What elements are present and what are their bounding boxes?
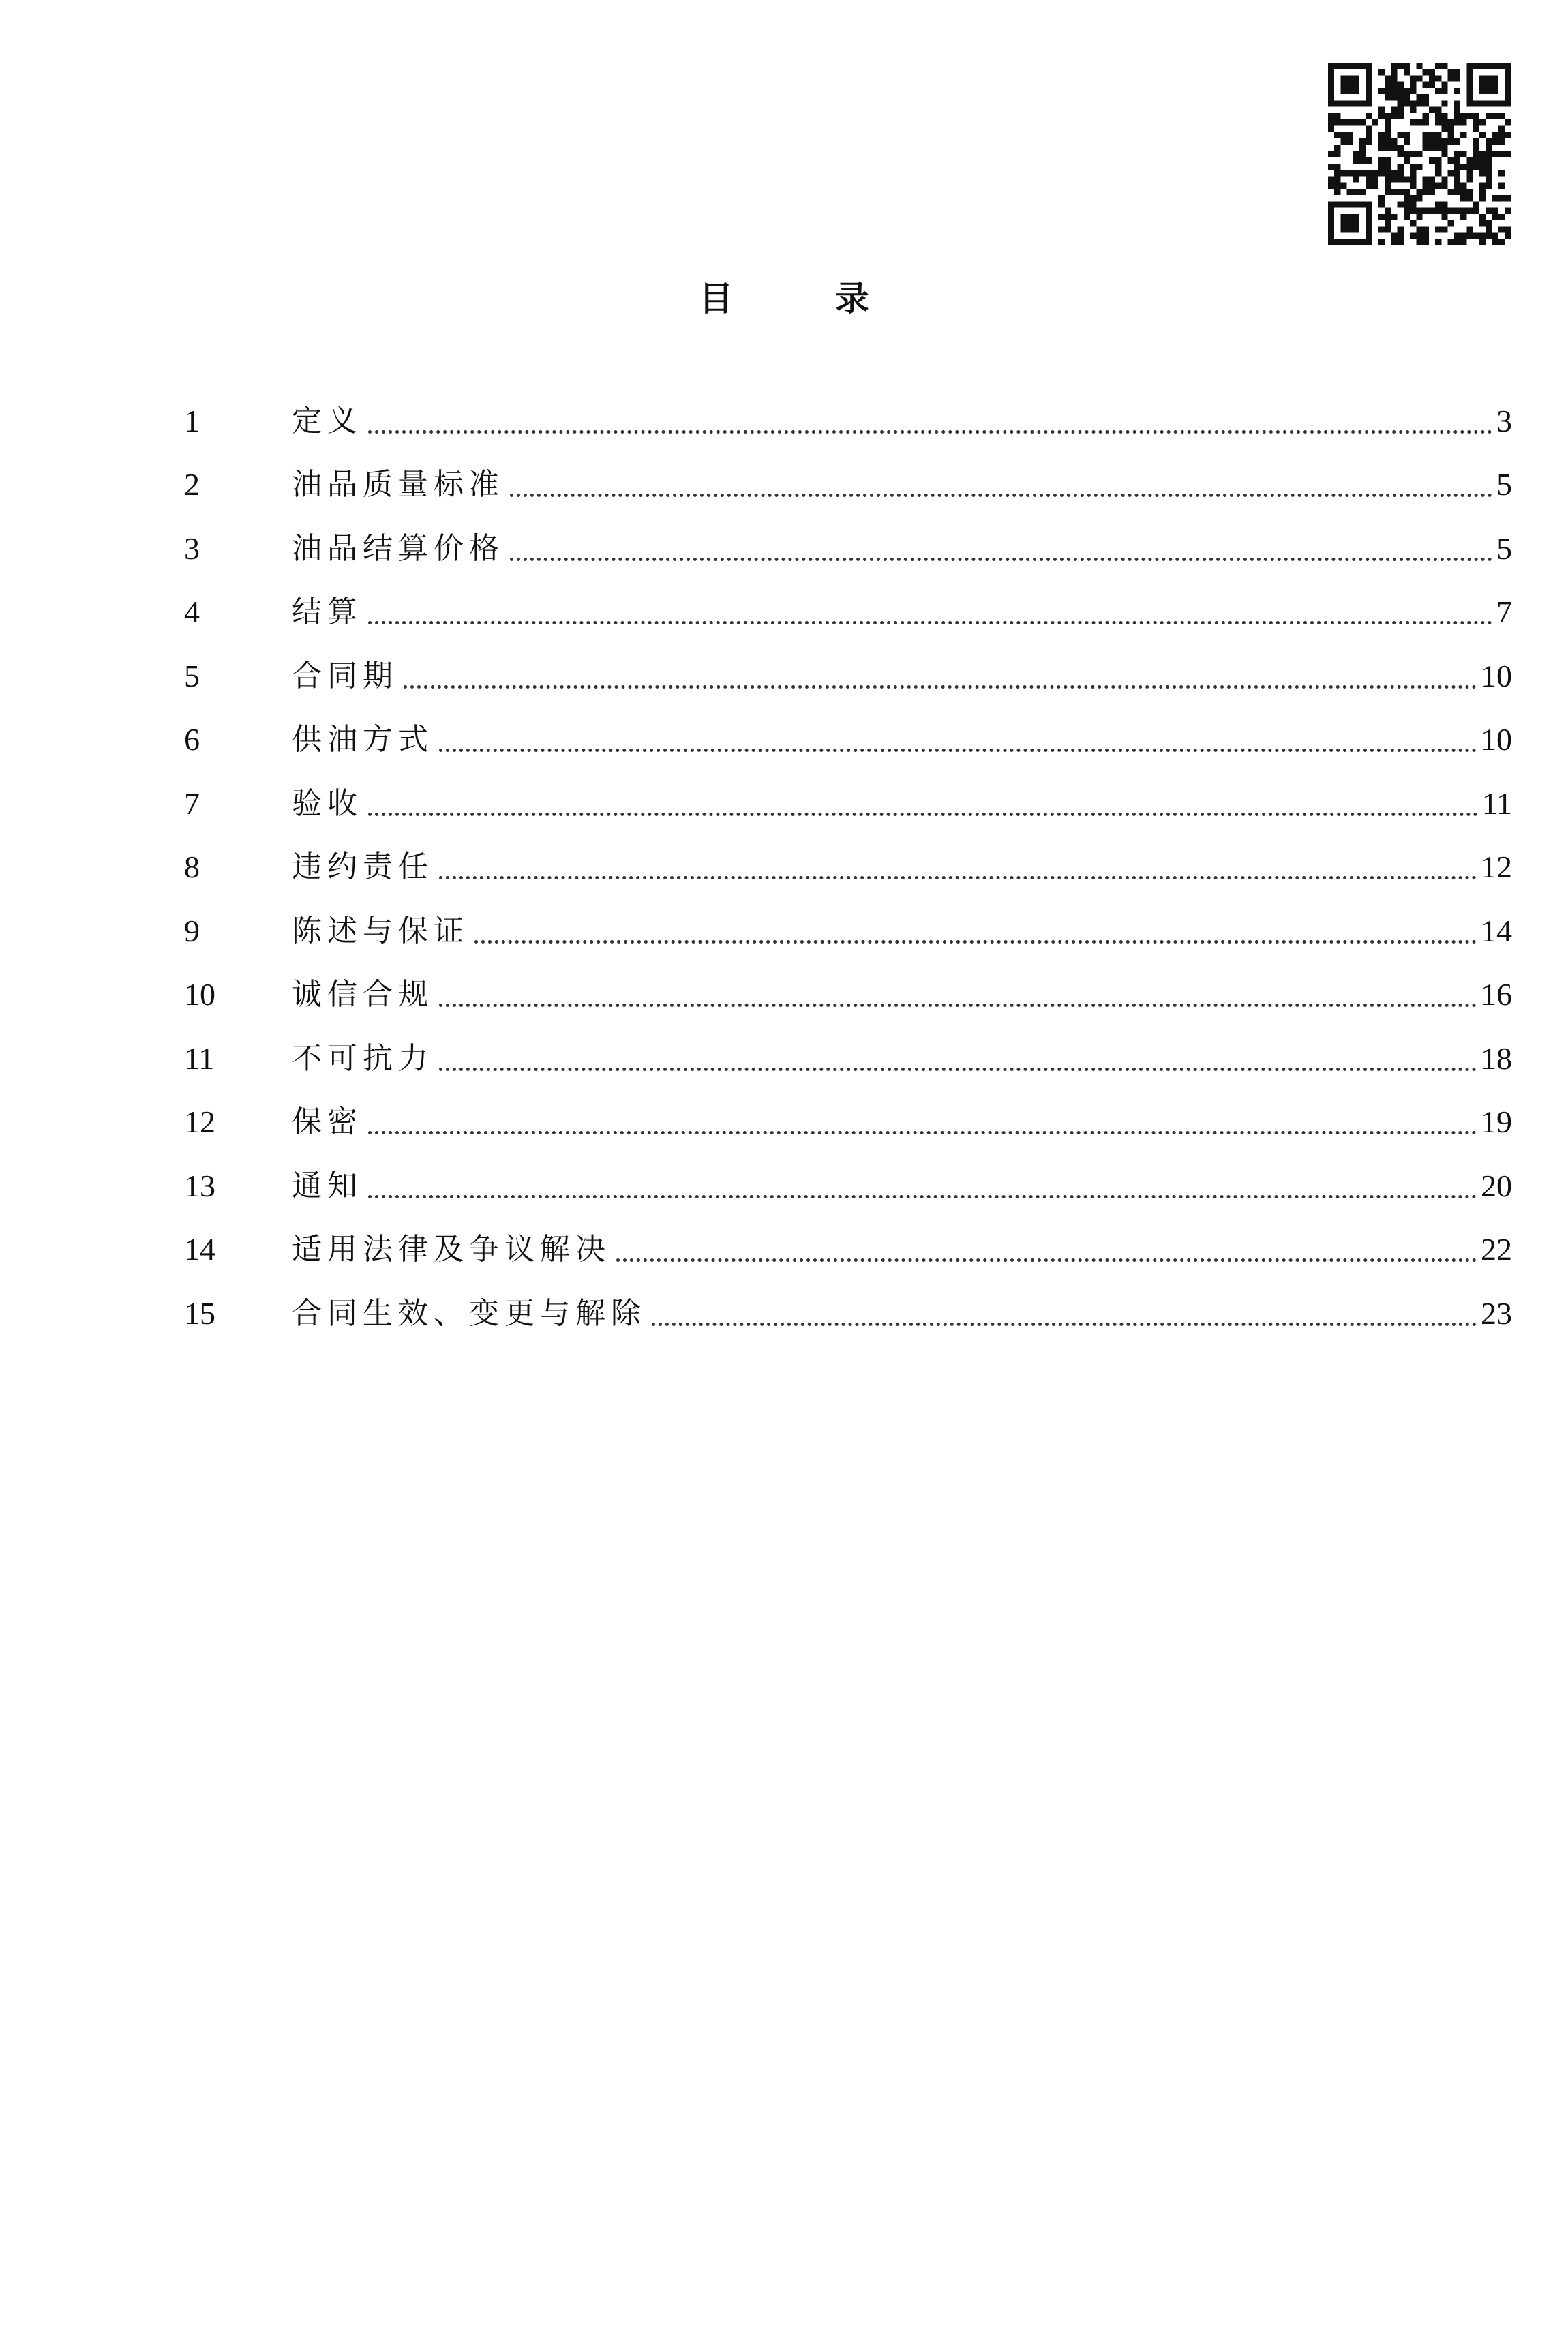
toc-dot-leader [439, 749, 1477, 752]
toc-entry-page: 10 [1481, 722, 1512, 757]
toc-entry-number: 3 [184, 530, 200, 566]
toc-entry-number: 14 [184, 1232, 215, 1267]
toc-dot-leader [368, 1131, 1477, 1134]
toc-entry-number: 7 [184, 785, 200, 821]
page-title: 目 录 [699, 278, 914, 318]
toc-entry-number: 2 [184, 467, 200, 502]
toc-entry-number: 11 [184, 1040, 215, 1076]
toc-entry-page: 7 [1496, 594, 1512, 629]
table-of-contents [184, 379, 1512, 1336]
toc-entry-number: 9 [184, 913, 200, 948]
toc-entry[interactable] [184, 698, 1512, 762]
toc-entry-label: 合同期 [292, 658, 398, 693]
toc-entry[interactable] [184, 634, 1512, 698]
toc-entry[interactable] [184, 826, 1512, 890]
toc-entry-page: 23 [1481, 1295, 1512, 1331]
toc-entry[interactable] [184, 1144, 1512, 1208]
qr-code-graphic [1328, 61, 1511, 247]
toc-entry-label: 保密 [292, 1104, 363, 1139]
toc-entry-number: 12 [184, 1104, 215, 1139]
toc-dot-leader [368, 813, 1478, 816]
toc-entry[interactable] [184, 571, 1512, 635]
toc-dot-leader [652, 1323, 1477, 1326]
toc-dot-leader [368, 621, 1492, 624]
toc-entry-label: 违约责任 [292, 849, 434, 884]
toc-entry-number: 4 [184, 594, 200, 629]
toc-entry[interactable] [184, 1081, 1512, 1145]
toc-entry[interactable] [184, 889, 1512, 953]
qr-code [1328, 61, 1511, 247]
toc-entry-page: 22 [1481, 1232, 1512, 1267]
toc-entry-label: 结算 [292, 594, 363, 629]
toc-entry-label: 适用法律及争议解决 [292, 1232, 611, 1267]
toc-entry-label: 陈述与保证 [292, 913, 469, 948]
toc-entry-label: 通知 [292, 1168, 363, 1203]
toc-dot-leader [510, 494, 1492, 497]
toc-entry-number: 13 [184, 1168, 215, 1203]
toc-dot-leader [474, 940, 1477, 944]
toc-entry-label: 不可抗力 [292, 1040, 434, 1076]
toc-entry[interactable] [184, 1271, 1512, 1336]
toc-entry[interactable] [184, 953, 1512, 1017]
toc-dot-leader [439, 1004, 1477, 1007]
toc-entry-label: 供油方式 [292, 722, 434, 757]
toc-entry[interactable] [184, 443, 1512, 507]
toc-entry-number: 1 [184, 403, 200, 438]
toc-dot-leader [616, 1258, 1477, 1262]
toc-entry-number: 8 [184, 849, 200, 884]
toc-entry-label: 定义 [292, 403, 363, 438]
toc-dot-leader [439, 1068, 1477, 1071]
toc-entry-page: 19 [1481, 1104, 1512, 1139]
toc-entry-label: 诚信合规 [292, 977, 434, 1012]
toc-dot-leader [368, 1195, 1477, 1198]
toc-entry-page: 16 [1481, 977, 1512, 1012]
toc-entry-page: 10 [1481, 658, 1512, 693]
toc-entry-page: 5 [1496, 467, 1512, 502]
toc-entry-number: 10 [184, 977, 215, 1012]
toc-entry[interactable] [184, 1016, 1512, 1081]
toc-entry-page: 20 [1481, 1168, 1512, 1203]
toc-entry-label: 油品质量标准 [292, 467, 504, 502]
toc-dot-leader [368, 430, 1492, 434]
toc-entry[interactable] [184, 379, 1512, 443]
toc-entry[interactable] [184, 507, 1512, 571]
toc-entry-number: 15 [184, 1295, 215, 1331]
toc-dot-leader [404, 685, 1477, 689]
toc-entry-label: 油品结算价格 [292, 530, 504, 566]
toc-entry-page: 5 [1496, 530, 1512, 566]
toc-entry-page: 3 [1496, 403, 1512, 438]
toc-dot-leader [510, 558, 1492, 561]
toc-entry-label: 验收 [292, 785, 363, 821]
toc-entry[interactable] [184, 762, 1512, 826]
toc-entry[interactable] [184, 1208, 1512, 1272]
toc-entry-number: 6 [184, 722, 200, 757]
toc-entry-page: 11 [1481, 785, 1512, 821]
toc-entry-page: 18 [1481, 1040, 1512, 1076]
toc-entry-page: 12 [1481, 849, 1512, 884]
toc-entry-page: 14 [1481, 913, 1512, 948]
toc-entry-number: 5 [184, 658, 200, 693]
toc-dot-leader [439, 876, 1477, 879]
toc-entry-label: 合同生效、变更与解除 [292, 1295, 646, 1331]
